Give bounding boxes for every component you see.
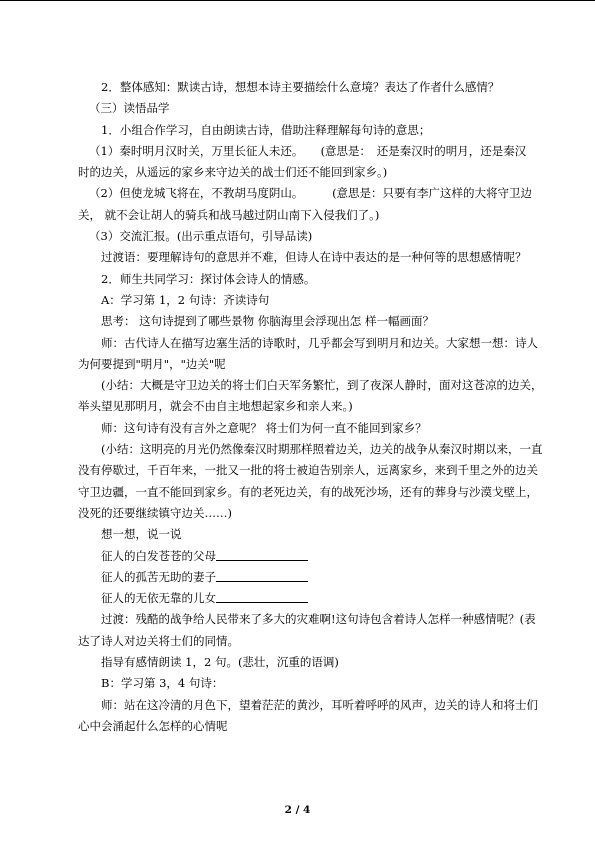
line-text: 过渡语：要理解诗句的意思并不难，但诗人在诗中表达的是一种何等的思想感情呢？ [101,250,527,265]
text-line [78,460,538,481]
text-line [78,247,527,268]
line-text: 过渡：残酷的战争给人民带来了多大的灾难啊!这句诗包含着诗人怎样一种感情呢？(表 [101,612,536,627]
answer-blank [216,568,308,582]
line-text: 1．小组合作学习，自由朗读古诗，借助注释理解每句诗的意思； [101,122,431,137]
text-line [78,290,518,311]
line-text: A：学习第 1，2 句诗：齐读诗句 [101,292,270,307]
answer-blank [216,589,308,603]
line-text: 征人的白发苍苍的父母 [101,548,216,563]
line-text: （3）交流汇报。(出示重点语句，引导品读) [89,229,313,244]
text-line [78,162,518,183]
text-line [78,226,518,247]
text-line [78,141,527,162]
text-line [78,652,518,673]
text-line [78,375,543,396]
line-text: 没死的还要继续镇守边关……) [78,505,232,520]
text-line [78,120,518,141]
text-line [78,439,543,460]
line-text: 2．师生共同学习：探讨体会诗人的情感。 [101,271,316,286]
text-line [78,673,518,694]
line-text: （2）但使龙城飞将在，不教胡马度阴山。 (意思是：只要有李广这样的大将守卫边 [89,186,533,201]
line-text: 举头望见那明月，就会不由自主地想起家乡和亲人来。) [78,399,353,414]
text-line [78,503,518,524]
line-text: 为何要提到"明月"，"边关"呢 [78,356,226,371]
line-text: B：学习第 3，4 句诗： [101,676,224,691]
text-line [78,205,518,226]
line-text: （1）秦时明月汉时关，万里长征人未还。 (意思是： 还是秦汉时的明月，还是秦汉 [89,143,527,158]
line-text: (小结：大概是守卫边关的将士们白天军务繁忙，到了夜深人静时，面对这苍凉的边关， [101,378,543,393]
line-text: 思考： 这句诗提到了哪些景物 你脑海里会浮现出怎 样一幅画面？ [101,314,434,329]
line-text: 2．整体感知：默读古诗，想想本诗主要描绘什么意境？表达了作者什么感情？ [101,80,500,94]
line-text: 达了诗人对边关将士们的同情。 [78,633,239,648]
text-line [78,524,518,545]
line-text: 时的边关，从遥远的家乡来守边关的战士们还不能回到家乡。) [78,165,388,180]
text-line [78,609,536,630]
header-rule [0,0,595,1]
text-line [78,695,538,716]
line-text: 想一想，说一说 [101,527,182,542]
line-text: 征人的孤苦无助的妻子 [101,569,216,584]
line-text: 守卫边疆，一直不能回到家乡。有的老死边关，有的战死沙场，还有的葬身与沙漠戈壁上， [78,484,538,499]
document-body [78,77,543,737]
line-text: 关， 就不会让胡人的骑兵和战马越过阴山南下入侵我们了。) [78,207,380,222]
text-line [78,311,518,332]
text-line [78,98,518,119]
line-text: 指导有感情朗读 1，2 句。(悲壮，沉重的语调) [101,655,339,670]
page-number: 2 / 4 [284,804,311,816]
text-line [78,77,518,98]
text-line [78,183,533,204]
text-line [78,418,518,439]
line-text: 心中会涌起什么怎样的心情呢 [78,718,228,733]
answer-blank [216,547,308,561]
fill-in-line [78,588,518,609]
text-line [78,396,518,417]
text-line [78,482,538,503]
text-line [78,269,518,290]
text-line [78,631,518,652]
line-text: 征人的无依无靠的儿女 [101,591,216,606]
fill-in-line [78,546,518,567]
line-text: 师：古代诗人在描写边塞生活的诗歌时，几乎都会写到明月和边关。大家想一想：诗人 [101,335,538,350]
line-text: （三）读悟品学 [89,101,170,116]
line-text: 师：站在这冷清的月色下，望着茫茫的黄沙，耳听着呼呼的风声，边关的诗人和将士们 [101,697,538,712]
line-text: 没有停歇过，千百年来，一批又一批的将士被迫告别亲人，远离家乡，来到千里之外的边关 [78,463,538,478]
line-text: (小结：这明亮的月光仍然像秦汉时期那样照着边关，边关的战争从秦汉时期以来，一直 [101,442,543,457]
text-line [78,716,518,737]
text-line [78,354,518,375]
text-line [78,333,538,354]
fill-in-line [78,567,518,588]
line-text: 师：这句诗有没有言外之意呢？ 将士们为何一直不能回到家乡？ [101,420,427,435]
